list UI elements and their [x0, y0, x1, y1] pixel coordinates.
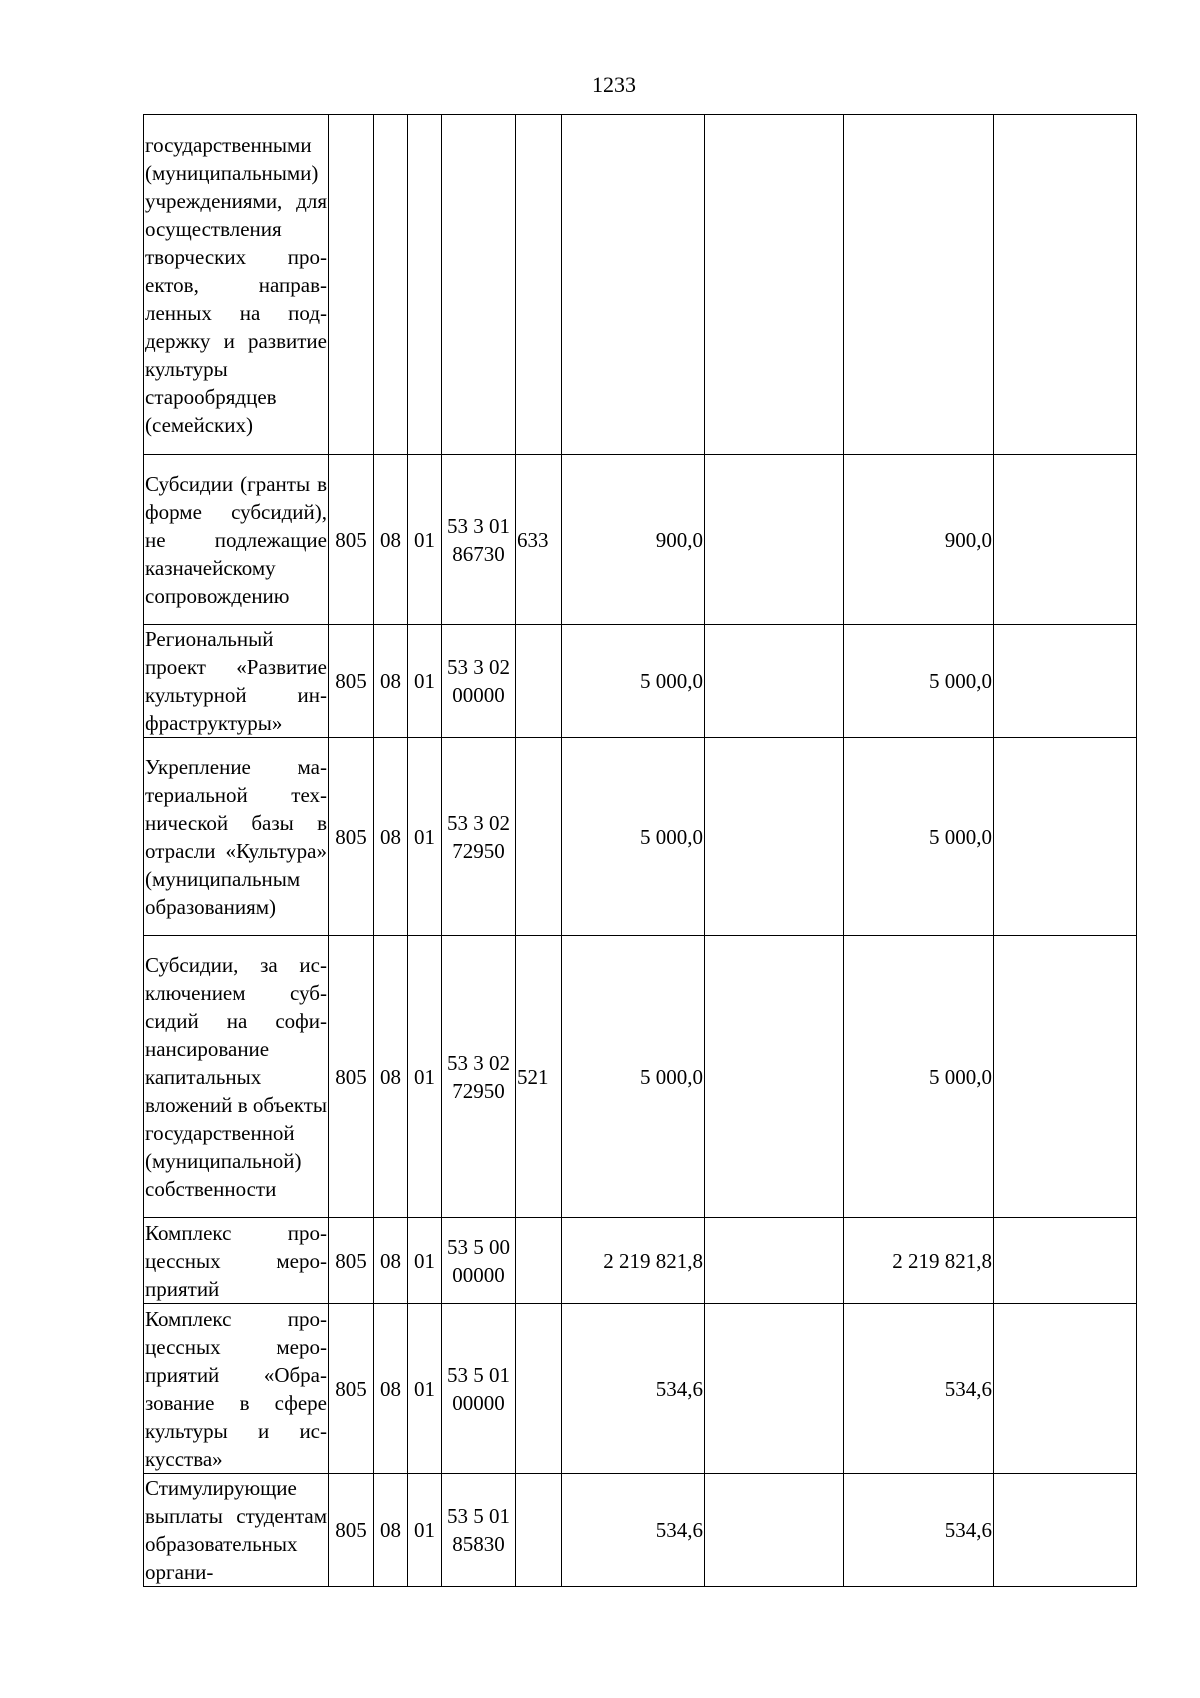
amount-col-4	[994, 738, 1137, 936]
table-row	[144, 936, 1137, 1218]
ved-code: 805	[329, 455, 374, 625]
amount-col-4	[994, 1474, 1137, 1587]
table-row	[144, 625, 1137, 738]
amount-col-3: 2 219 821,8	[844, 1218, 994, 1304]
subsection-code	[408, 115, 442, 455]
expense-type-code	[516, 625, 562, 738]
amount-col-4	[994, 1304, 1137, 1474]
amount-col-4	[994, 936, 1137, 1218]
subsection-code: 01	[408, 625, 442, 738]
subsection-code: 01	[408, 1218, 442, 1304]
subsection-code: 01	[408, 455, 442, 625]
amount-total: 900,0	[562, 455, 705, 625]
table-row	[144, 1218, 1137, 1304]
page-number: 1233	[592, 72, 636, 97]
ved-code: 805	[329, 738, 374, 936]
amount-col-2	[705, 115, 844, 455]
amount-col-3: 534,6	[844, 1474, 994, 1587]
amount-col-3: 534,6	[844, 1304, 994, 1474]
expense-type-code	[516, 1218, 562, 1304]
section-code: 08	[374, 1218, 408, 1304]
section-code: 08	[374, 738, 408, 936]
ved-code	[329, 115, 374, 455]
amount-total: 5 000,0	[562, 625, 705, 738]
budget-table	[143, 114, 1137, 1587]
section-code: 08	[374, 1304, 408, 1474]
amount-col-4	[994, 455, 1137, 625]
subsection-code: 01	[408, 738, 442, 936]
amount-col-3	[844, 115, 994, 455]
amount-col-2	[705, 1474, 844, 1587]
target-article-code: 53 5 00 00000	[442, 1218, 516, 1304]
ved-code: 805	[329, 1474, 374, 1587]
target-article-code: 53 5 01 85830	[442, 1474, 516, 1587]
table-row	[144, 738, 1137, 936]
table-row	[144, 455, 1137, 625]
amount-col-2	[705, 1304, 844, 1474]
row-name: Стимулирующие выплаты студентам образовательных органи-	[144, 1474, 329, 1587]
amount-col-2	[705, 1218, 844, 1304]
amount-total: 534,6	[562, 1474, 705, 1587]
row-name: Укрепление материальной технической базы в отрасли «Культура» (муниципальным образованиям)	[144, 738, 329, 936]
section-code: 08	[374, 625, 408, 738]
amount-col-3: 5 000,0	[844, 625, 994, 738]
amount-col-3: 5 000,0	[844, 936, 994, 1218]
target-article-code: 53 3 01 86730	[442, 455, 516, 625]
ved-code: 805	[329, 1304, 374, 1474]
row-name: Субсидии (гранты в форме субсидий), не подлежащие казначейскому сопровождению	[144, 455, 329, 625]
target-article-code	[442, 115, 516, 455]
target-article-code: 53 3 02 00000	[442, 625, 516, 738]
expense-type-code	[516, 1304, 562, 1474]
target-article-code: 53 3 02 72950	[442, 936, 516, 1218]
section-code: 08	[374, 455, 408, 625]
expense-type-code	[516, 1474, 562, 1587]
amount-total: 5 000,0	[562, 738, 705, 936]
expense-type-code: 633	[516, 455, 562, 625]
target-article-code: 53 5 01 00000	[442, 1304, 516, 1474]
row-name: Комплекс процессных мероприятий «Образование в сфере культуры и искусства»	[144, 1304, 329, 1474]
table-row	[144, 1474, 1137, 1587]
section-code: 08	[374, 1474, 408, 1587]
amount-col-3: 5 000,0	[844, 738, 994, 936]
section-code: 08	[374, 936, 408, 1218]
amount-total: 534,6	[562, 1304, 705, 1474]
subsection-code: 01	[408, 936, 442, 1218]
subsection-code: 01	[408, 1474, 442, 1587]
amount-col-2	[705, 455, 844, 625]
amount-total: 5 000,0	[562, 936, 705, 1218]
amount-col-4	[994, 625, 1137, 738]
amount-col-2	[705, 936, 844, 1218]
table-row	[144, 1304, 1137, 1474]
amount-total	[562, 115, 705, 455]
amount-col-4	[994, 1218, 1137, 1304]
expense-type-code	[516, 115, 562, 455]
row-name: государственными (муниципальными) учреждениями, для осуществления творческих проектов, направленных на поддержку и развитие культуры старообрядцев (семейских)	[144, 115, 329, 455]
subsection-code: 01	[408, 1304, 442, 1474]
ved-code: 805	[329, 625, 374, 738]
ved-code: 805	[329, 1218, 374, 1304]
expense-type-code: 521	[516, 936, 562, 1218]
target-article-code: 53 3 02 72950	[442, 738, 516, 936]
expense-type-code	[516, 738, 562, 936]
row-name: Региональный проект «Развитие культурной инфраструктуры»	[144, 625, 329, 738]
amount-total: 2 219 821,8	[562, 1218, 705, 1304]
section-code	[374, 115, 408, 455]
amount-col-4	[994, 115, 1137, 455]
amount-col-2	[705, 738, 844, 936]
amount-col-2	[705, 625, 844, 738]
row-name: Субсидии, за исключением субсидий на софинансирование капитальных вложений в объекты государственной (муниципальной) собственности	[144, 936, 329, 1218]
table-row	[144, 115, 1137, 455]
ved-code: 805	[329, 936, 374, 1218]
row-name: Комплекс процессных мероприятий	[144, 1218, 329, 1304]
amount-col-3: 900,0	[844, 455, 994, 625]
